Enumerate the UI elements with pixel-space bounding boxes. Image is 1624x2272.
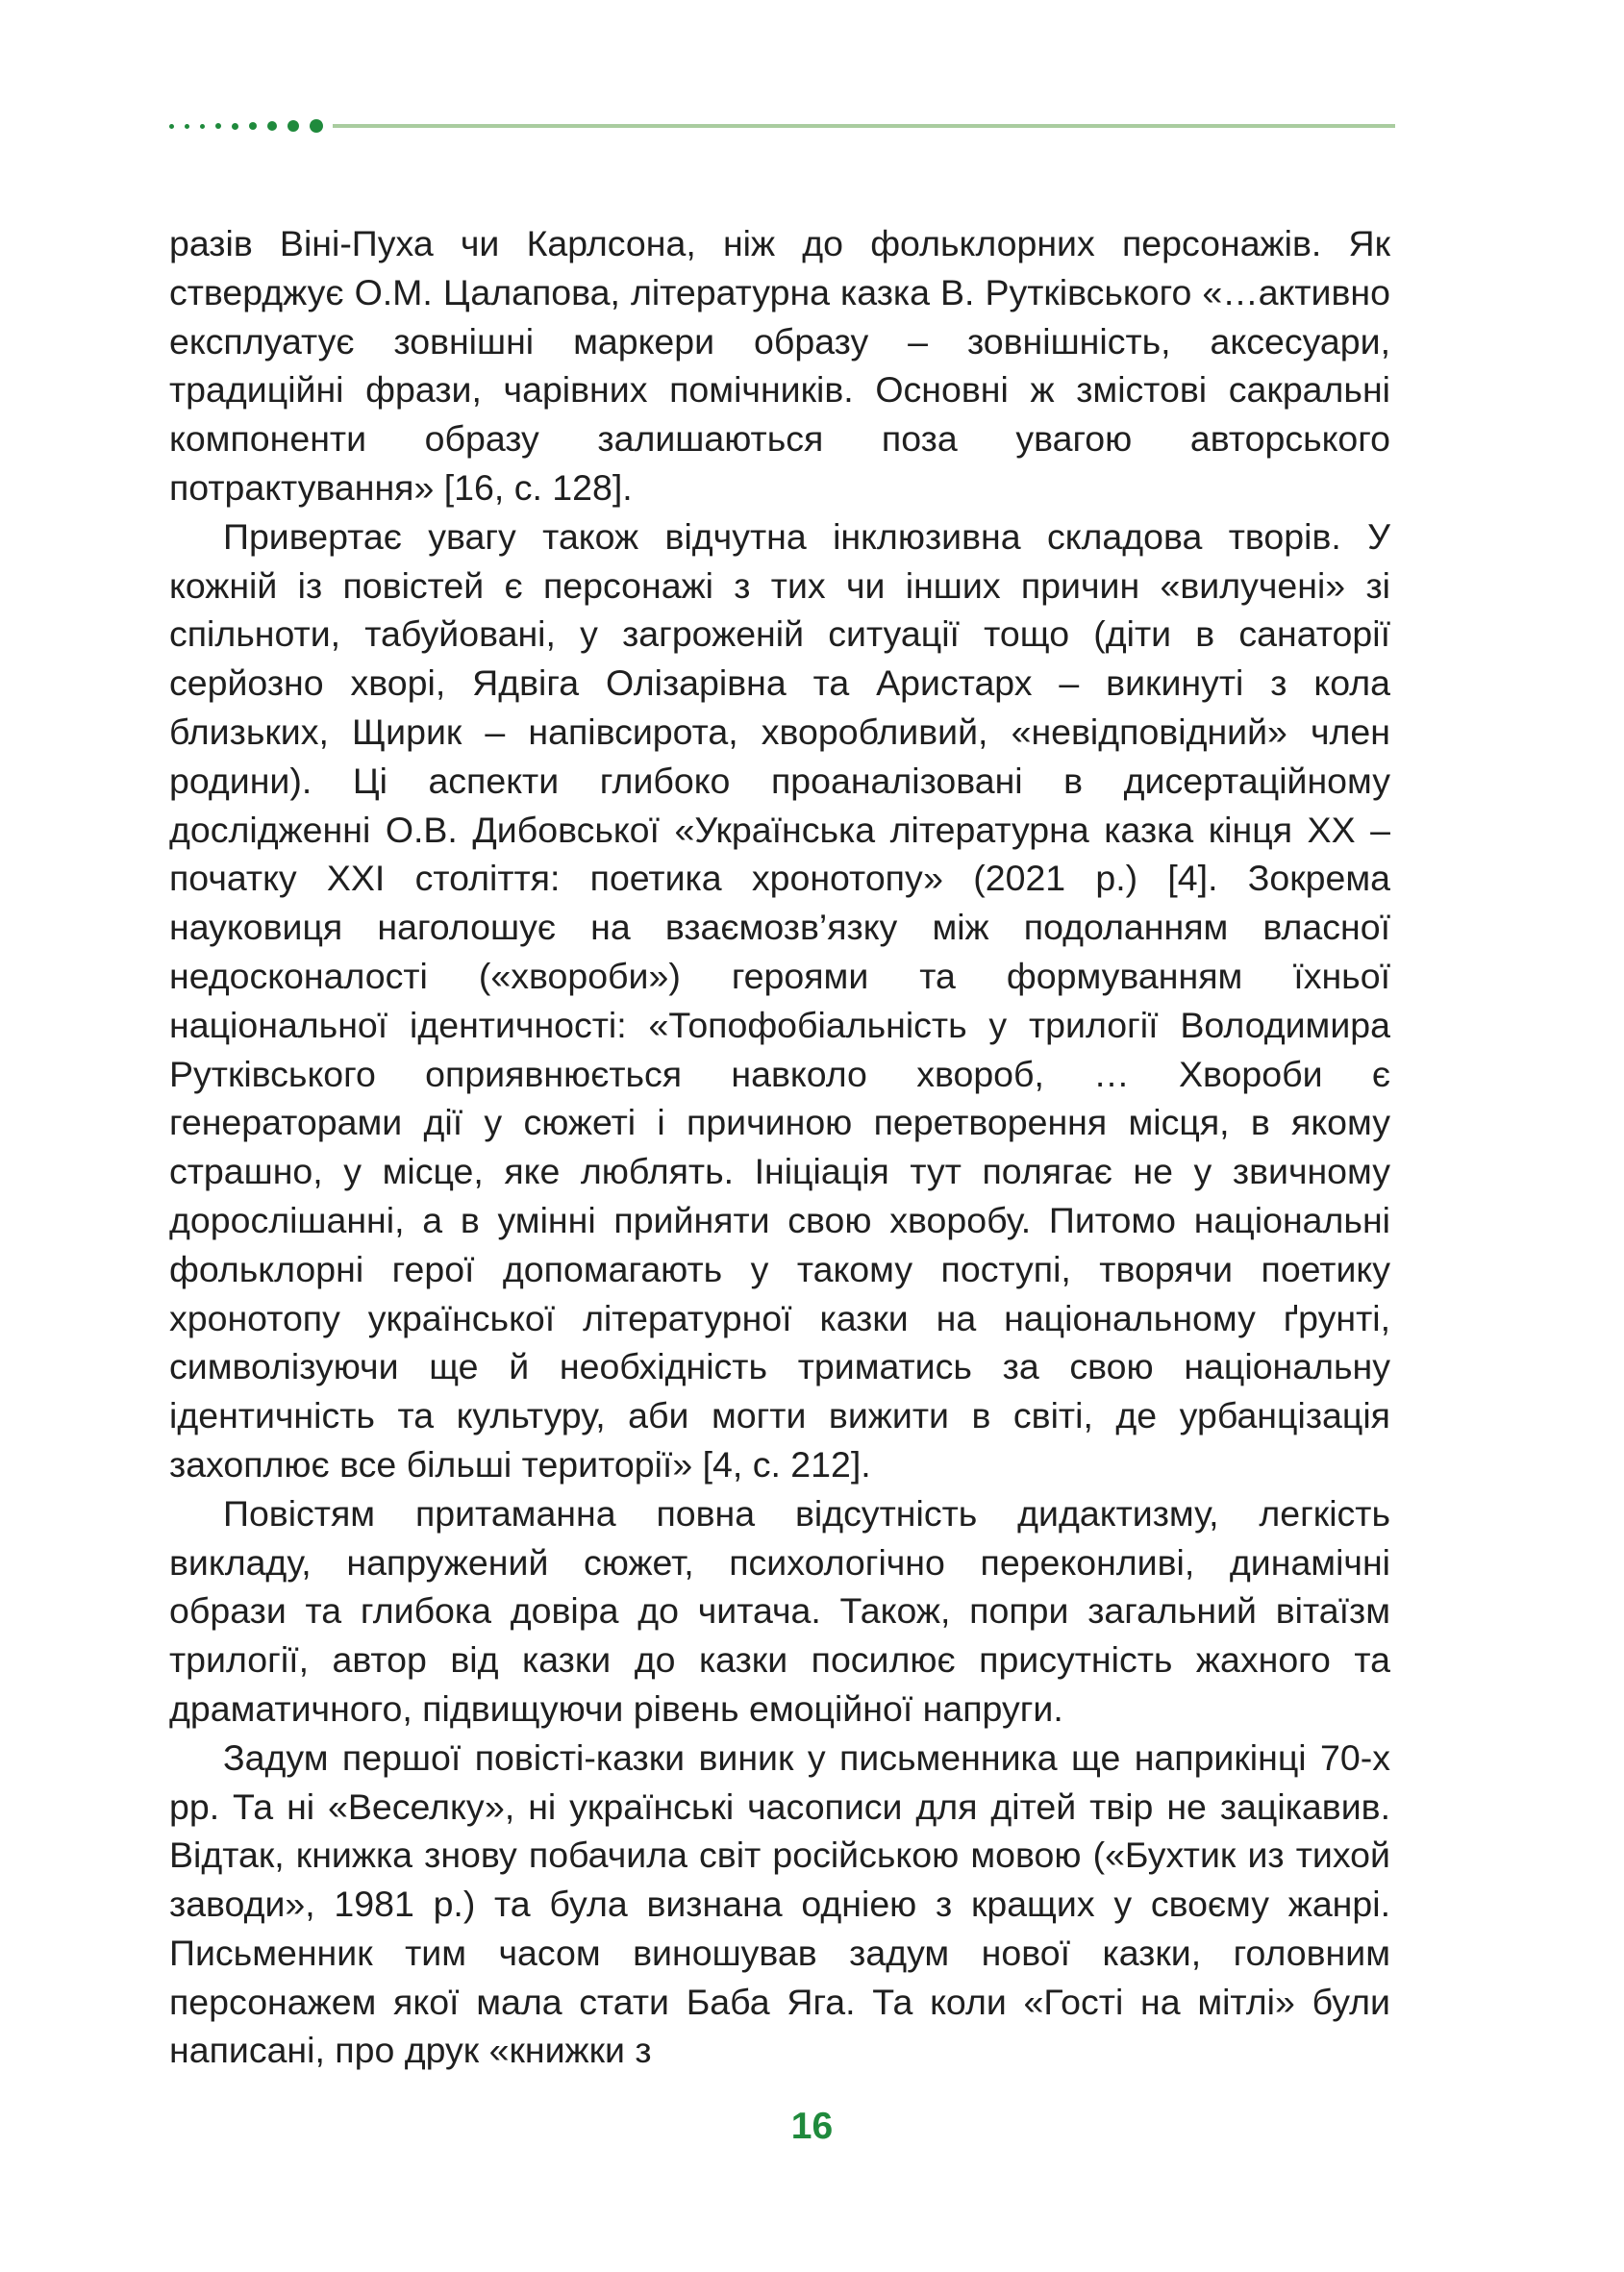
paragraph: разів Віні-Пуха чи Карлсона, ніж до фольклорних персонажів. Як стверджує О.М. Цалапова, літературна казка В. Рутківського «…активно експлуатує зовнішні маркери образу – зовнішність, аксесуари, традиційні фрази, чарівних помічників. Основні ж змістові сакральні компоненти образу залишаються поза увагою авторського потрактування» [16, с. 128]. <box>169 223 1390 508</box>
paragraph: Привертає увагу також відчутна інклюзивна складова творів. У кожній із повістей є персонажі з тих чи інших причин «вилучені» зі спільноти, табуйовані, у загроженій ситуації тощо (діти в санаторії серйозно хворі, Ядвіга Олізарівна та Аристарх – викинуті з кола близьких, Щирик – напівсирота, хворобливий, «невідповідний» член родини). Ці аспекти глибоко проаналізовані в дисертаційному дослідженні О.В. Дибовської «Українська літературна казка кінця ХХ – початку ХХІ століття: поетика хронотопу» (2021 р.) [4]. Зокрема науковиця наголошує на взаємозв’язку між подоланням власної недосконалості («хвороби») героями та формуванням їхньої національної ідентичності: «Топофобіальність у трилогії Володимира Рутківського оприявнюється навколо хвороб, … Хвороби є генераторами дії у сюжеті і причиною перетворення місця, в якому страшно, у місце, яке люблять. Ініціація тут полягає не у звичному дорослішанні, а в умінні прийняти свою хворобу. Питомо національні фольклорні герої допомагають у такому поступі, творячи поетику хронотопу української літературної казки на національному ґрунті, символізуючи ще й необхідність триматись за свою національну ідентичність та культуру, аби могти вижити в світі, де урбанцізація захоплює все більші території» [4, с. 212]. <box>169 515 1390 1485</box>
ornament-dot <box>310 119 323 133</box>
ornament-dot <box>232 123 238 130</box>
ornament-dot <box>249 122 257 130</box>
body-text <box>169 219 1390 2075</box>
ornament-dot <box>200 124 205 129</box>
page-number: 16 <box>790 2106 834 2147</box>
ornament-dot <box>287 120 299 132</box>
header-rule <box>333 124 1395 128</box>
ornament-dot <box>185 124 189 129</box>
page-header-decoration <box>169 112 1395 140</box>
paragraph: Задум першої повісті-казки виник у письменника ще наприкінці 70-х рр. Та ні «Веселку», ні українські часописи для дітей твір не зацікавив. Відтак, книжка знову побачила світ російською мовою («Бухтик из тихой заводи», 1981 р.) та була визнана одніею з кращих у своєму жанрі. Письменник тим часом виношував задум нової казки, головним персонажем якої мала стати Баба Яга. Та коли «Гості на мітлі» були написані, про друк «книжки з <box>169 1736 1390 2071</box>
ornament-dot <box>215 123 221 129</box>
ornament-dot <box>267 121 277 131</box>
paragraph: Повістям притаманна повна відсутність дидактизму, легкість викладу, напружений сюжет, психологічно переконливі, динамічні образи та глибока довіра до читача. Також, попри загальний вітаїзм трилогії, автор від казки до казки посилює присутність жахного та драматичного, підвищуючи рівень емоційної напруги. <box>169 1492 1390 1729</box>
ornament-dot <box>169 124 174 129</box>
